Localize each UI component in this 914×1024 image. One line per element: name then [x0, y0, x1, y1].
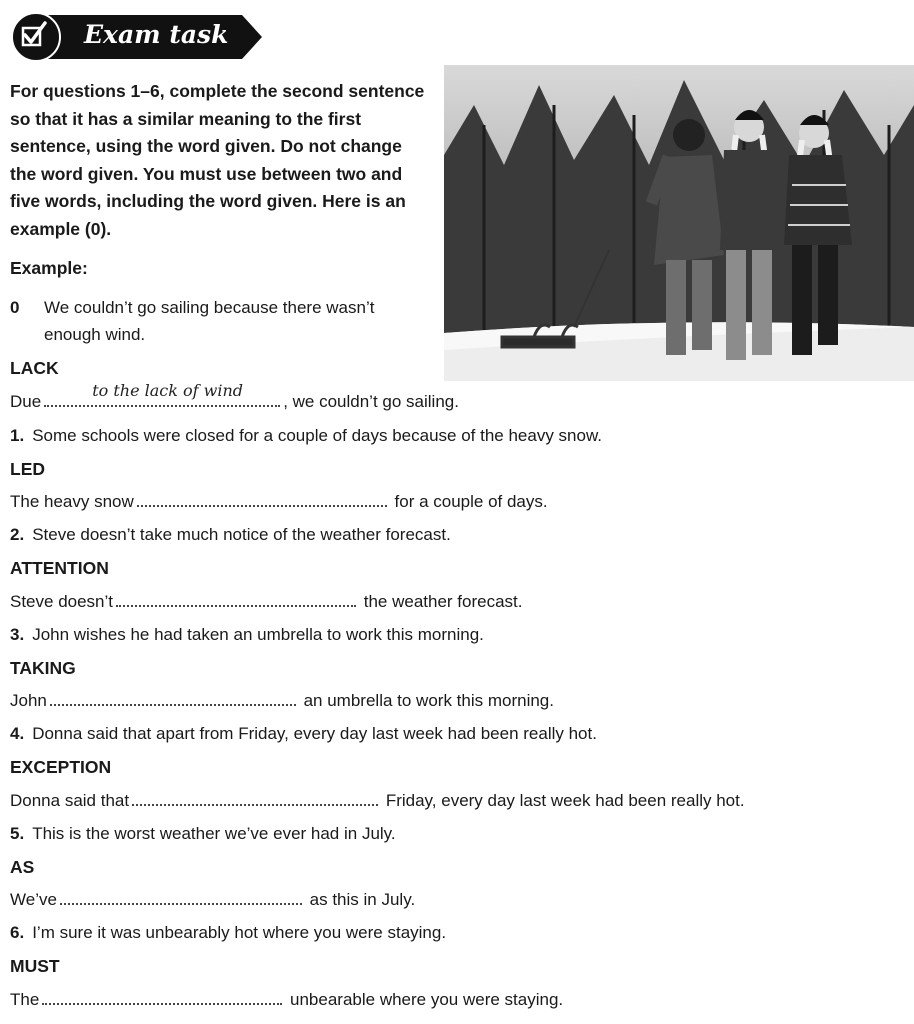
example-answer-line — [10, 381, 459, 414]
snow-photo — [444, 65, 914, 381]
question-4-suffix: Friday, every day last week had been really hot. — [381, 791, 745, 810]
exam-task-header — [10, 11, 264, 63]
question-1-blank[interactable] — [137, 491, 387, 507]
question-5-blank[interactable] — [60, 889, 302, 905]
question-3-sentence — [10, 623, 484, 647]
example-handwritten-answer: to the lack of wind — [92, 381, 244, 400]
question-4-number: 4. — [10, 724, 25, 743]
example-sentence-text: We couldn’t go sailing because there wasn’t enough wind. — [44, 298, 375, 344]
question-5-sentence — [10, 822, 396, 846]
example-answer-blank — [44, 381, 280, 407]
question-6-keyword: MUST — [10, 956, 60, 976]
question-6-number: 6. — [10, 923, 25, 942]
question-1-text: Some schools were closed for a couple of days because of the heavy snow. — [32, 426, 603, 445]
example-keyword: LACK — [10, 358, 59, 378]
question-3-prefix: John — [10, 691, 47, 710]
question-3-keyword: TAKING — [10, 658, 76, 678]
question-6-suffix: unbearable where you were staying. — [285, 990, 564, 1009]
question-3-text: John wishes he had taken an umbrella to work this morning. — [32, 625, 484, 644]
question-4-prefix: Donna said that — [10, 791, 130, 810]
question-3-answer-line — [10, 689, 554, 713]
question-1-suffix: for a couple of days. — [389, 492, 548, 511]
question-2-sentence — [10, 523, 451, 547]
exam-task-title: Exam task — [84, 20, 229, 49]
question-3-number: 3. — [10, 625, 25, 644]
question-4-answer-line — [10, 789, 745, 813]
question-6-answer-line — [10, 988, 563, 1012]
question-3-suffix: an umbrella to work this morning. — [298, 691, 554, 710]
question-2-number: 2. — [10, 525, 25, 544]
question-4-blank[interactable] — [132, 790, 378, 806]
question-4-sentence — [10, 722, 597, 746]
question-2-answer-line — [10, 590, 523, 614]
example-number: 0 — [10, 298, 20, 317]
question-4-keyword: EXCEPTION — [10, 757, 112, 777]
example-sentence — [10, 294, 430, 348]
question-2-keyword: ATTENTION — [10, 558, 109, 578]
question-5-text: This is the worst weather we’ve ever had in July. — [32, 824, 396, 843]
question-1-answer-line — [10, 490, 548, 514]
question-6-prefix: The — [10, 990, 40, 1009]
question-2-suffix: the weather forecast. — [359, 592, 523, 611]
question-1-number: 1. — [10, 426, 25, 445]
question-6-blank[interactable] — [42, 989, 282, 1005]
question-5-keyword: AS — [10, 857, 35, 877]
example-heading: Example: — [10, 258, 88, 278]
question-1-sentence — [10, 424, 602, 448]
example-prefix: Due — [10, 392, 42, 411]
question-2-blank[interactable] — [116, 591, 356, 607]
question-1-prefix: The heavy snow — [10, 492, 134, 511]
question-5-prefix: We’ve — [10, 890, 57, 909]
question-2-prefix: Steve doesn’t — [10, 592, 114, 611]
question-5-answer-line — [10, 888, 415, 912]
question-6-sentence — [10, 921, 446, 945]
instructions-text: For questions 1–6, complete the second sentence so that it has a similar meaning to the first sentence, using the word given. Do not change the word given. You must use between two and five words, including the word given. Here is an example (0). — [10, 81, 425, 239]
example-suffix: , we couldn’t go sailing. — [283, 392, 459, 411]
question-1-keyword: LED — [10, 459, 45, 479]
question-5-number: 5. — [10, 824, 25, 843]
question-6-text: I’m sure it was unbearably hot where you were staying. — [32, 923, 447, 942]
question-3-blank[interactable] — [50, 690, 296, 706]
question-4-text: Donna said that apart from Friday, every day last week had been really hot. — [32, 724, 597, 743]
question-5-suffix: as this in July. — [304, 890, 416, 909]
question-2-text: Steve doesn’t take much notice of the weather forecast. — [32, 525, 451, 544]
instructions — [10, 78, 430, 243]
